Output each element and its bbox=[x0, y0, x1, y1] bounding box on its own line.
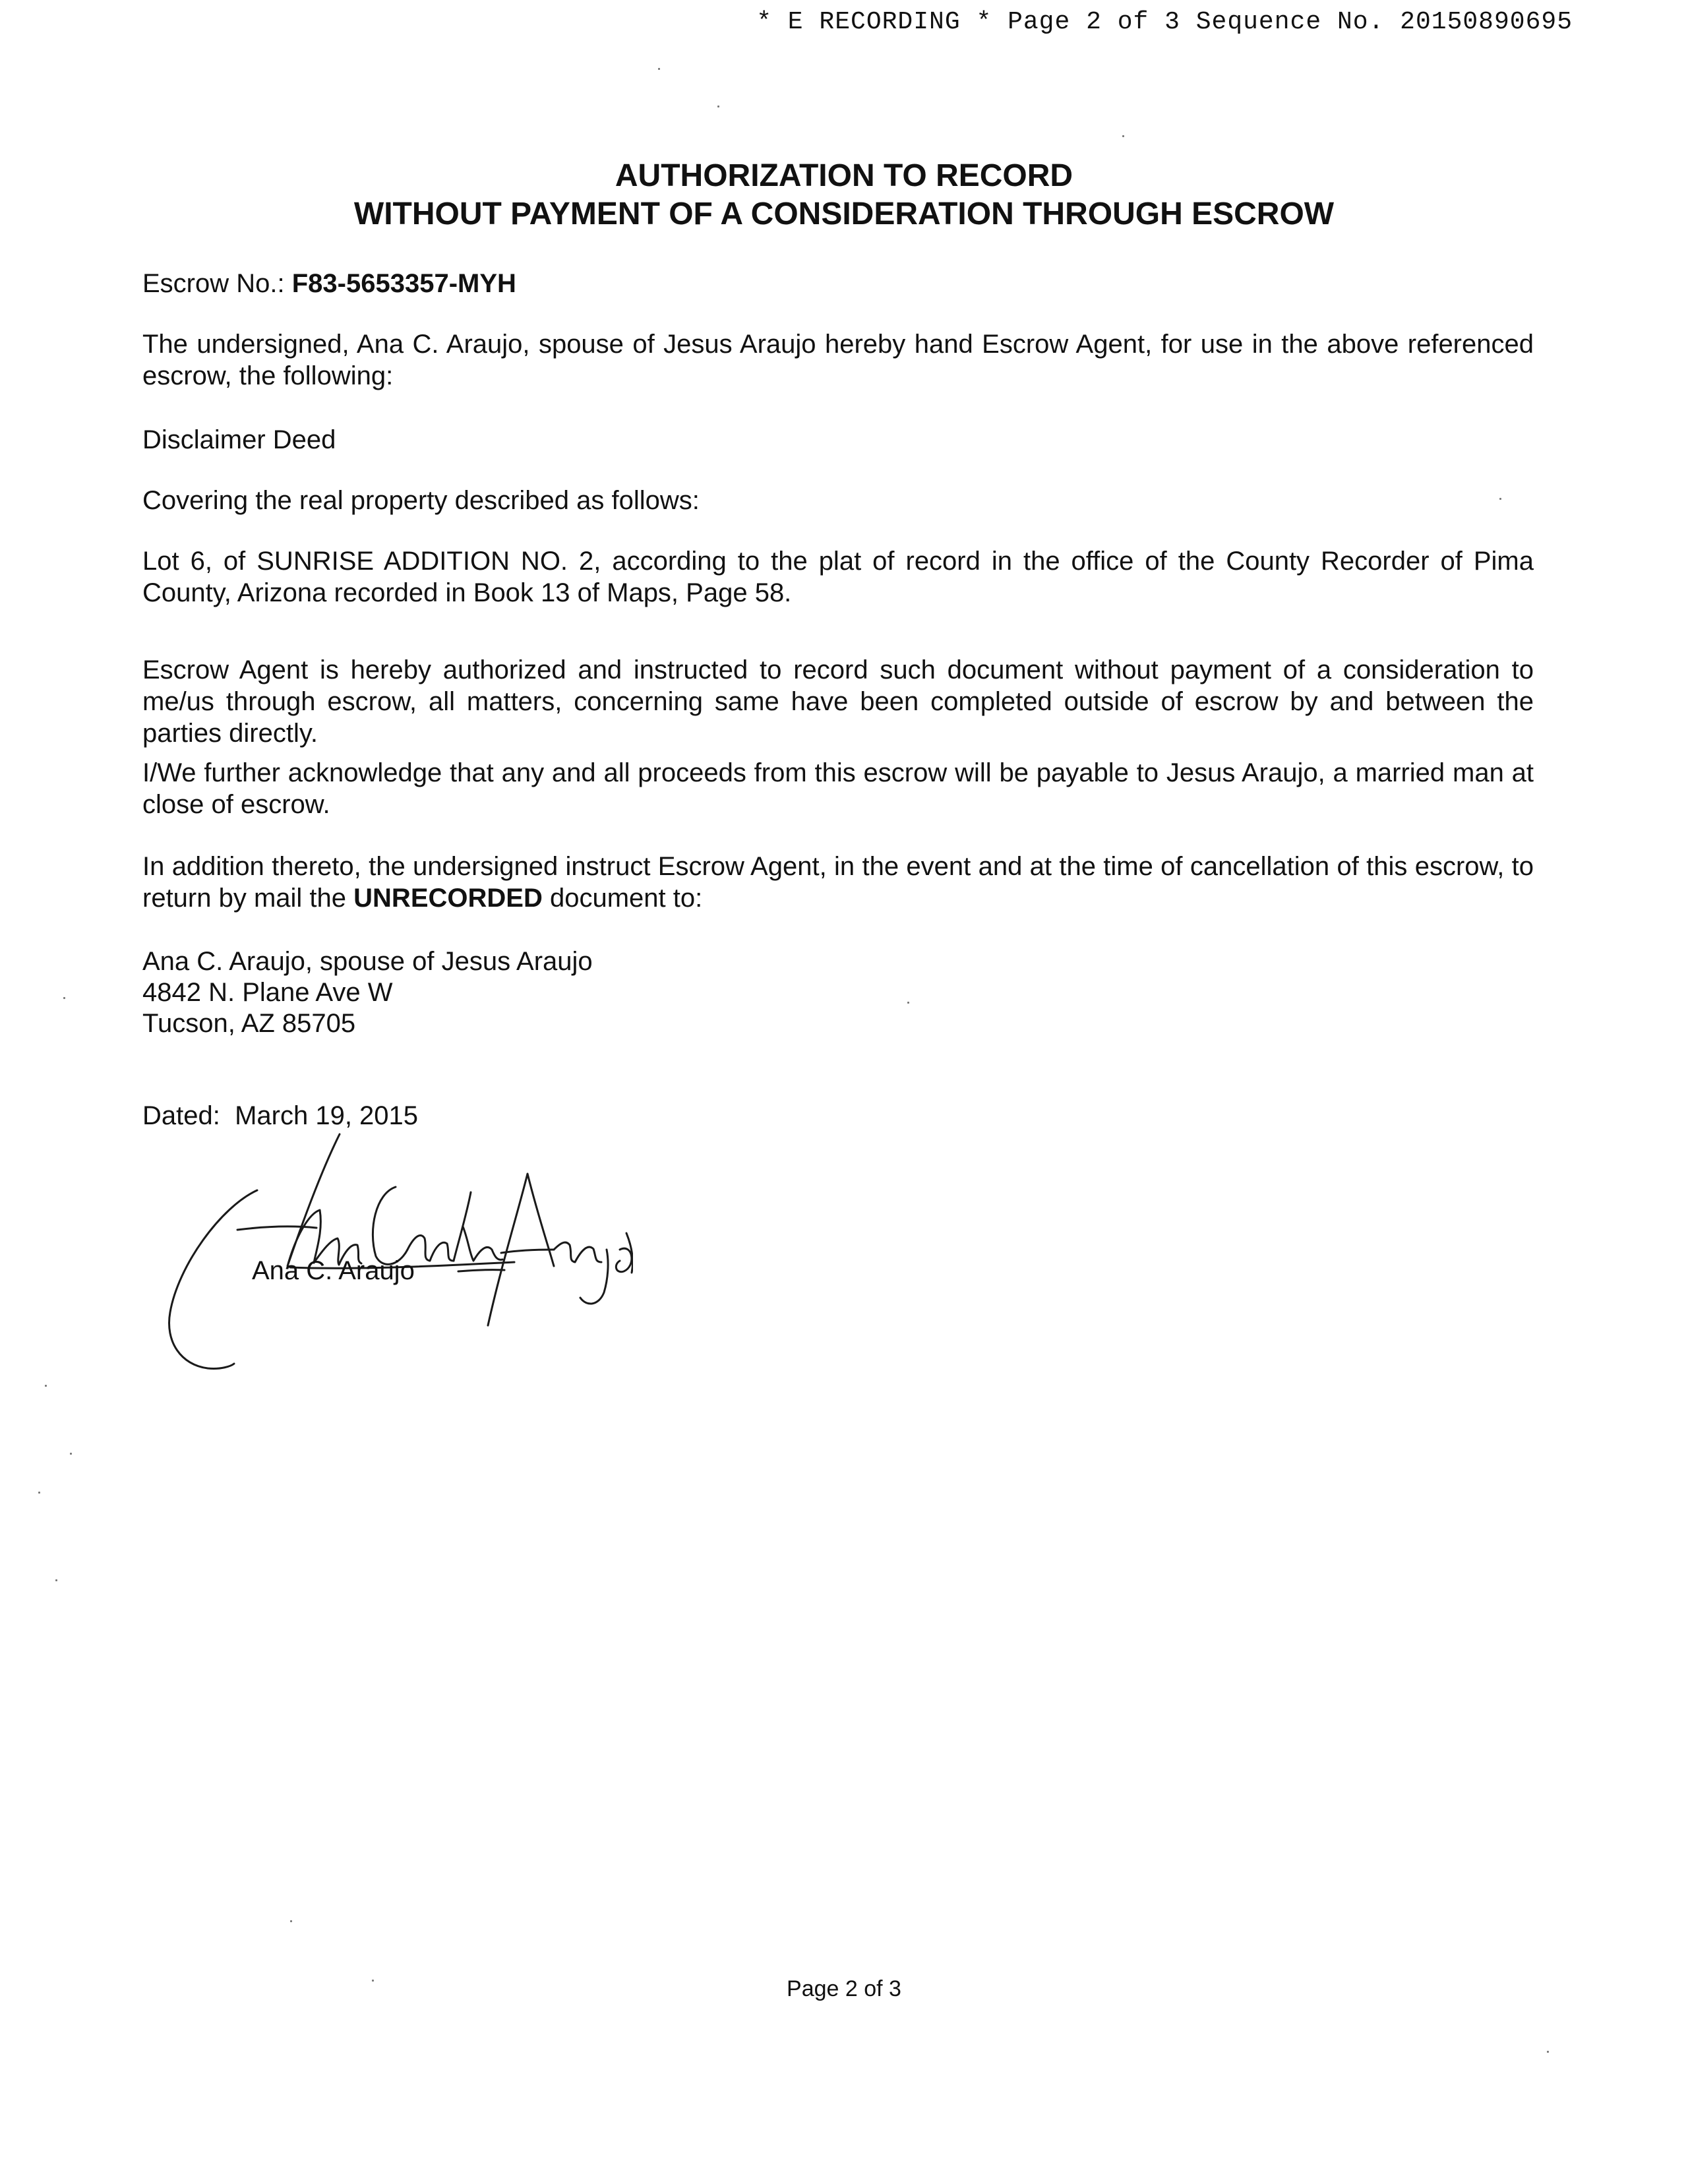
escrow-number-line bbox=[142, 268, 1534, 299]
legal-description: Lot 6, of SUNRISE ADDITION NO. 2, according to the plat of record in the office of the County Recorder of Pima County, Arizona recorded in Book 13 of Maps, Page 58. bbox=[142, 547, 1534, 607]
scan-speck bbox=[1499, 498, 1501, 500]
proceeds-paragraph: I/We further acknowledge that any and all proceeds from this escrow will be payable to Jesus Araujo, a married man at close of escrow. bbox=[142, 758, 1534, 819]
page-footer: Page 2 of 3 bbox=[787, 1976, 901, 2001]
document-title-line1: AUTHORIZATION TO RECORD bbox=[615, 158, 1073, 193]
document-name: Disclaimer Deed bbox=[142, 425, 336, 454]
scan-speck bbox=[55, 1579, 57, 1581]
scan-speck bbox=[70, 1453, 72, 1455]
scan-speck bbox=[717, 106, 719, 107]
cancellation-paragraph bbox=[142, 851, 1534, 914]
scan-speck bbox=[38, 1492, 40, 1494]
cancellation-text-start: In addition thereto, the undersigned instruct Escrow Agent, in the event and at the time of cancellation of this escrow, to return by mail the bbox=[142, 852, 1534, 913]
return-address-line3: Tucson, AZ 85705 bbox=[142, 1009, 356, 1038]
covering-line: Covering the real property described as follows: bbox=[142, 486, 700, 515]
scan-speck bbox=[658, 68, 660, 70]
scan-speck bbox=[1122, 135, 1124, 137]
scan-speck bbox=[372, 1980, 374, 1982]
authorization-paragraph: Escrow Agent is hereby authorized and instructed to record such document without payment of a consideration to me/us through escrow, all matters, concerning same have been completed outside of escrow by and between the parties directly. bbox=[142, 655, 1534, 748]
scan-speck bbox=[45, 1385, 47, 1387]
signer-name: Ana C. Araujo bbox=[252, 1256, 415, 1285]
cancellation-text-end: document to: bbox=[549, 884, 703, 913]
return-address-line1: Ana C. Araujo, spouse of Jesus Araujo bbox=[142, 947, 593, 976]
dated-label: Dated: bbox=[142, 1101, 220, 1130]
escrow-label: Escrow No.: bbox=[142, 269, 285, 298]
scan-speck bbox=[1547, 2051, 1549, 2053]
handwritten-signature bbox=[158, 1114, 633, 1372]
dated-value: March 19, 2015 bbox=[235, 1101, 419, 1130]
scan-speck bbox=[290, 1920, 292, 1922]
return-address-line2: 4842 N. Plane Ave W bbox=[142, 978, 393, 1007]
unrecorded-emphasis: UNRECORDED bbox=[353, 884, 543, 913]
intro-paragraph: The undersigned, Ana C. Araujo, spouse of Jesus Araujo hereby hand Escrow Agent, for use in the above referenced escrow, the following: bbox=[142, 330, 1534, 390]
scan-speck bbox=[907, 1002, 909, 1004]
recording-header: * E RECORDING * Page 2 of 3 Sequence No. 20150890695 bbox=[756, 8, 1573, 36]
escrow-number: F83-5653357-MYH bbox=[291, 269, 516, 298]
document-title-line2: WITHOUT PAYMENT OF A CONSIDERATION THROUGH ESCROW bbox=[353, 197, 1335, 231]
scan-speck bbox=[63, 997, 65, 999]
